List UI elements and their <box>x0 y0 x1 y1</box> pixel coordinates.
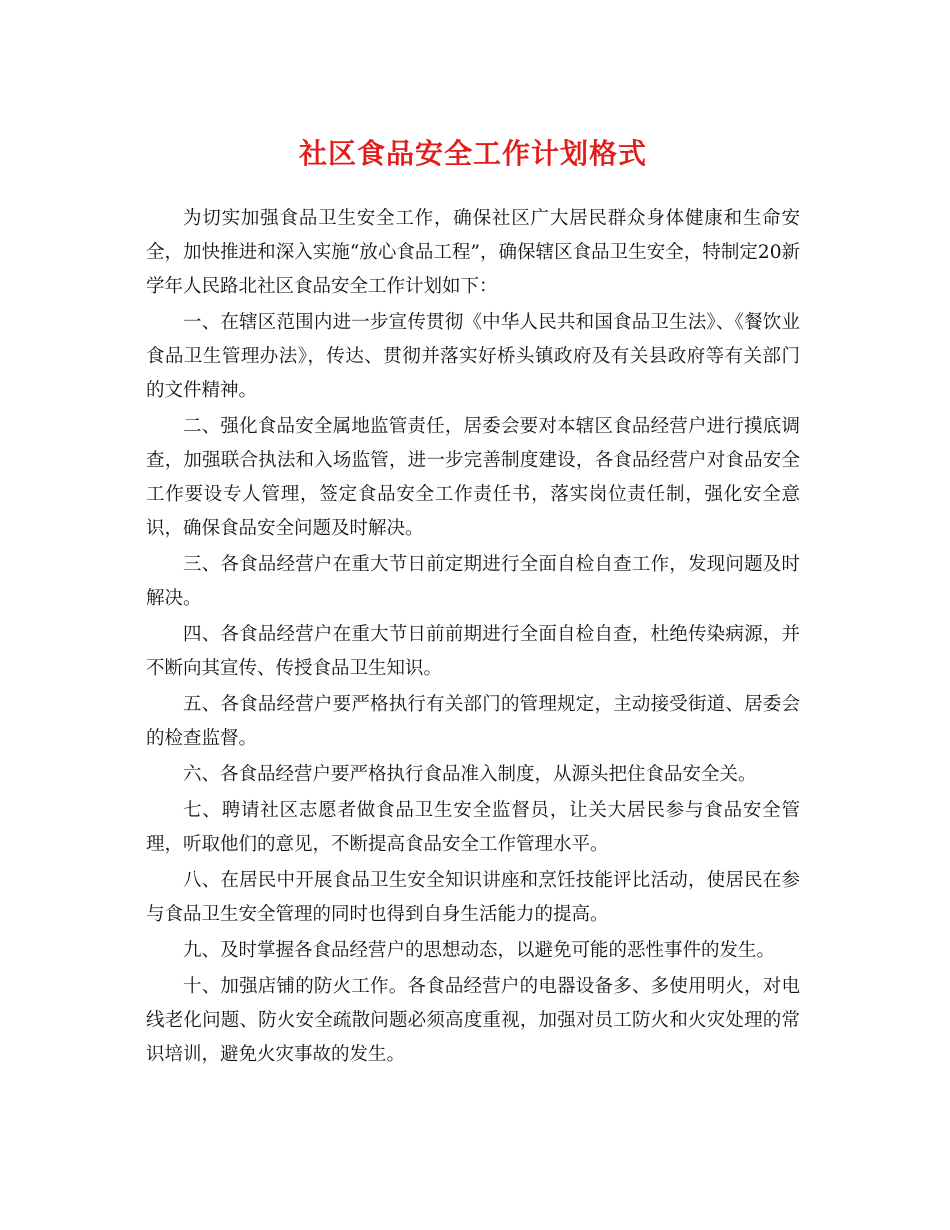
paragraph-item-7: 七、聘请社区志愿者做食品卫生安全监督员，让关大居民参与食品安全管理，听取他们的意见，不断提高食品安全工作管理水平。 <box>146 800 800 855</box>
paragraph-item-6: 六、各食品经营户要严格执行食品准入制度，从源头把住食品安全关。 <box>183 764 757 785</box>
document-body <box>146 202 800 1072</box>
paragraph-item-9: 九、及时掌握各食品经营户的思想动态，以避免可能的恶性事件的发生。 <box>183 940 776 961</box>
paragraph-item-4: 四、各食品经营户在重大节日前前期进行全面自检自查，杜绝传染病源，并不断向其宣传、传授食品卫生知识。 <box>146 624 800 679</box>
paragraph-item-8: 八、在居民中开展食品卫生安全知识讲座和烹饪技能评比活动，使居民在参与食品卫生安全管理的同时也得到自身生活能力的提高。 <box>146 870 800 925</box>
paragraph-item-3: 三、各食品经营户在重大节日前定期进行全面自检自查工作，发现问题及时解决。 <box>146 554 800 609</box>
document-title: 社区食品安全工作计划格式 <box>298 137 647 170</box>
paragraph-item-2: 二、强化食品安全属地监管责任，居委会要对本辖区食品经营户进行摸底调查，加强联合执法和入场监管，进一步完善制度建设，各食品经营户对食品安全工作要设专人管理，签定食品安全工作责任书，落实岗位责任制，强化安全意识，确保食品安全问题及时解决。 <box>146 416 800 539</box>
paragraph-item-1: 一、在辖区范围内进一步宣传贯彻《中华人民共和国食品卫生法》、《餐饮业食品卫生管理办法》，传达、贯彻并落实好桥头镇政府及有关县政府等有关部门的文件精神。 <box>146 312 800 401</box>
paragraph-intro: 为切实加强食品卫生安全工作，确保社区广大居民群众身体健康和生命安全，加快推进和深入实施“放心食品工程”，确保辖区食品卫生安全，特制定20新学年人民路北社区食品安全工作计划如下： <box>146 208 800 297</box>
paragraph-item-10: 十、加强店铺的防火工作。各食品经营户的电器设备多、多使用明火，对电线老化问题、防火安全疏散问题必须高度重视，加强对员工防火和火灾处理的常识培训，避免火灾事故的发生。 <box>146 976 800 1065</box>
paragraph-item-5: 五、各食品经营户要严格执行有关部门的管理规定，主动接受街道、居委会的检查监督。 <box>146 694 800 749</box>
